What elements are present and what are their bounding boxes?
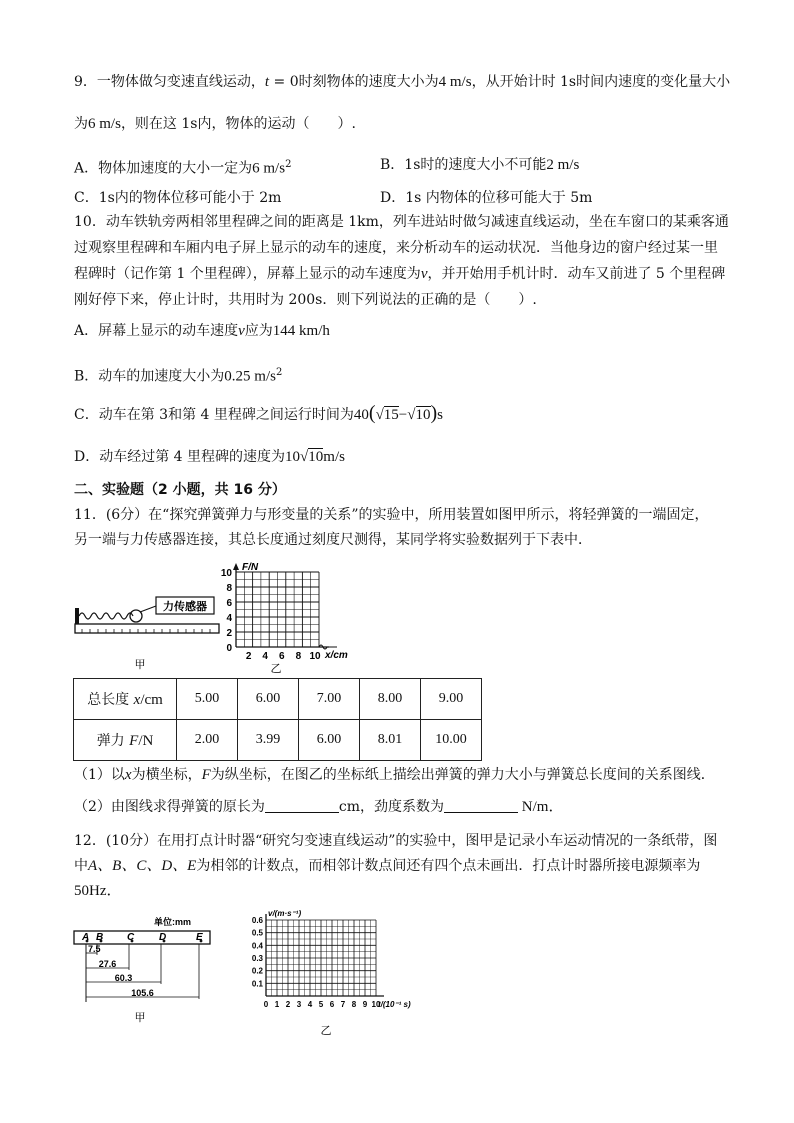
q12-line2 bbox=[74, 856, 700, 876]
q9-text: 为 bbox=[74, 116, 88, 132]
dimension-label: 7.5 bbox=[88, 944, 101, 954]
q12-points: A、B、C、D、E bbox=[88, 858, 197, 874]
answer-blank-length[interactable] bbox=[265, 798, 339, 813]
sensor-label: 力传感器 bbox=[163, 601, 207, 613]
q10-option-c bbox=[74, 403, 443, 425]
velocity-time-grid bbox=[244, 906, 424, 1056]
table-cell: 2.00 bbox=[177, 720, 238, 761]
q12-text: 为相邻的计数点，而相邻计数点间还有四个点未画出．打点计时器所接电源频率为 bbox=[196, 858, 701, 874]
figure-label-yi: 乙 bbox=[270, 663, 282, 675]
tape-point-label: E bbox=[196, 932, 203, 943]
superscript: 2 bbox=[275, 367, 283, 378]
y-axis-label: F/N bbox=[242, 562, 259, 573]
option-var: v bbox=[238, 323, 245, 339]
y-tick-labels bbox=[252, 916, 264, 988]
x-tick-label: 9 bbox=[362, 1000, 368, 1009]
q9-text: ，则在这 1s内，物体的运动（ ）. bbox=[120, 116, 356, 132]
y-tick-label: 10 bbox=[220, 568, 232, 579]
y-tick-label: 0.3 bbox=[251, 954, 263, 963]
x-tick-label: 8 bbox=[351, 1000, 357, 1009]
q11-text: （2）由图线求得弹簧的原长为 bbox=[74, 799, 265, 815]
option-text: B．动车的加速度大小为 bbox=[74, 368, 225, 385]
q9-var-t: t bbox=[264, 74, 270, 90]
dimension-label: 60.3 bbox=[114, 973, 133, 983]
option-value: 10 bbox=[285, 449, 301, 465]
q9-option-c: C．1s内的物体位移可能小于 2m bbox=[74, 190, 282, 206]
q12-line1: 12．(10分）在用打点计时器“研究匀变速直线运动”的实验中，图甲是记录小车运动情况的一条纸带，图 bbox=[74, 833, 718, 849]
table-cell: 7.00 bbox=[299, 679, 360, 720]
q9-option-d: D．1s 内物体的位移可能大于 5m bbox=[380, 190, 593, 206]
x-tick-labels bbox=[264, 1000, 381, 1009]
q11-text: N/m． bbox=[518, 799, 564, 815]
x-tick-label: 0 bbox=[263, 1000, 269, 1009]
table-cell: 8.01 bbox=[360, 720, 421, 761]
option-value: 144 km/h bbox=[272, 323, 330, 339]
radicand: 15 bbox=[383, 407, 399, 423]
sqrt-sign: √ bbox=[407, 407, 416, 423]
q9-value: 6 m/s bbox=[88, 116, 121, 132]
y-tick-label: 4 bbox=[226, 613, 232, 624]
paper-tape bbox=[74, 931, 210, 944]
figure-label-jia: 甲 bbox=[134, 1012, 146, 1024]
sqrt-sign: √ bbox=[375, 407, 384, 423]
q10-var-v: v bbox=[420, 266, 428, 282]
table-cell: 6.00 bbox=[299, 720, 360, 761]
radicand: 10 bbox=[415, 407, 431, 423]
row-header-force bbox=[74, 720, 177, 761]
q11-line2: 另一端与力传感器连接，其总长度通过刻度尺测得，某同学将实验数据列于下表中． bbox=[74, 532, 592, 548]
header-unit: /cm bbox=[140, 692, 163, 708]
section-title: 二、实验题（2 小题，共 16 分） bbox=[74, 482, 286, 498]
x-tick-label: 4 bbox=[262, 651, 268, 662]
q10-line3 bbox=[74, 264, 725, 284]
paper-tape-figure bbox=[72, 912, 218, 1024]
q10-line4: 刚好停下来，停止计时，共用时为 200s．则下列说法的正确的是（ ）. bbox=[74, 292, 537, 308]
q10-text: ，并开始用手机计时．动车又前进了 5 个里程碑 bbox=[427, 266, 726, 282]
option-value: 40 bbox=[353, 407, 369, 423]
q11-text: 为纵坐标，在图乙的坐标纸上描绘出弹簧的弹力大小与弹簧总长度间的关系图线． bbox=[210, 767, 715, 783]
row-header-length bbox=[74, 679, 177, 720]
y-tick-label: 8 bbox=[226, 583, 232, 594]
x-tick-label: 4 bbox=[307, 1000, 313, 1009]
q9-option-b bbox=[380, 155, 579, 175]
x-tick-label: 5 bbox=[318, 1000, 324, 1009]
q10-text: 程碑时（记作第 1 个里程碑），屏幕上显示的动车速度为 bbox=[74, 266, 421, 282]
fixed-wall bbox=[75, 608, 79, 624]
x-tick-label: 8 bbox=[295, 651, 302, 662]
ruler bbox=[75, 624, 219, 633]
x-tick-label: 10 bbox=[309, 651, 321, 662]
y-tick-label: 0.4 bbox=[251, 941, 263, 951]
y-tick-label: 0 bbox=[226, 643, 232, 654]
q12-line3: 50Hz． bbox=[74, 883, 122, 899]
x-tick-labels bbox=[246, 651, 321, 662]
figure-label-jia: 甲 bbox=[134, 659, 146, 671]
q10-option-b bbox=[74, 363, 282, 387]
q11-text: cm，劲度系数为 bbox=[338, 799, 445, 815]
option-text: B．1s时的速度大小不可能 bbox=[380, 157, 547, 173]
var-F: F bbox=[201, 767, 211, 783]
table-cell: 10.00 bbox=[421, 720, 482, 761]
table-row bbox=[74, 720, 482, 761]
q11-text: 为横坐标， bbox=[131, 767, 202, 783]
x-tick-label: 6 bbox=[329, 1000, 335, 1009]
sqrt-sign: √ bbox=[300, 449, 309, 465]
spring-data-table bbox=[73, 678, 482, 761]
tape-point-label: C bbox=[127, 932, 135, 943]
table-row bbox=[74, 679, 482, 720]
option-text: C．动车在第 3和第 4 里程碑之间运行时间为 bbox=[74, 407, 354, 423]
minus-sign: − bbox=[398, 407, 408, 423]
var-x: x bbox=[124, 767, 132, 783]
y-tick-label: 0.2 bbox=[251, 966, 263, 976]
table-cell: 9.00 bbox=[421, 679, 482, 720]
y-tick-label: 2 bbox=[226, 628, 232, 639]
y-tick-labels bbox=[221, 568, 233, 654]
tape-point-label: D bbox=[159, 932, 167, 943]
q9-option-a bbox=[74, 155, 291, 179]
dimension-label: 27.6 bbox=[98, 959, 117, 969]
y-tick-label: 6 bbox=[226, 598, 232, 609]
option-text: A．屏幕上显示的动车速度 bbox=[74, 323, 239, 339]
table-cell: 5.00 bbox=[177, 679, 238, 720]
x-axis-label: t/(10⁻¹ s) bbox=[378, 1000, 411, 1009]
y-tick-label: 0.1 bbox=[251, 979, 263, 989]
leader-line bbox=[140, 606, 156, 612]
x-tick-label: 7 bbox=[340, 1000, 346, 1009]
tape-unit-label: 单位:mm bbox=[154, 917, 192, 927]
tape-point-label: B bbox=[96, 932, 104, 943]
superscript: 2 bbox=[285, 159, 292, 170]
header-var: F bbox=[129, 733, 139, 749]
x-tick-label: 1 bbox=[274, 1000, 280, 1009]
q10-line2: 过观察里程碑和车厢内电子屏上显示的动车的速度，来分析动车的运动状况．当他身边的窗户经过某一里 bbox=[74, 240, 718, 256]
radicand: 10 bbox=[308, 449, 324, 465]
spring bbox=[79, 613, 133, 619]
q9-line2 bbox=[74, 114, 356, 134]
y-tick-label: 0.5 bbox=[251, 928, 263, 938]
force-length-grid bbox=[212, 560, 362, 676]
q10-option-d bbox=[74, 447, 345, 467]
q9-text: ，从开始计时 1s时间内速度的变化量大小 bbox=[471, 74, 731, 90]
q12-text: 中 bbox=[74, 858, 88, 874]
header-unit: /N bbox=[138, 733, 154, 749]
q9-line1 bbox=[74, 72, 730, 92]
x-tick-label: 6 bbox=[279, 651, 285, 662]
q11-sub1 bbox=[74, 765, 715, 785]
option-value: 0.25 m/s bbox=[224, 368, 276, 385]
option-text: A．物体加速度的大小一定为 bbox=[74, 160, 253, 177]
table-cell: 6.00 bbox=[238, 679, 299, 720]
table-cell: 8.00 bbox=[360, 679, 421, 720]
x-tick-label: 3 bbox=[296, 1000, 302, 1009]
x-tick-label: 10 bbox=[371, 1000, 381, 1009]
graph-grid-lines bbox=[236, 572, 319, 647]
tape-dimensions bbox=[86, 944, 199, 1002]
q9-text: = 0时刻物体的速度大小为 bbox=[269, 74, 439, 90]
option-value: 2 m/s bbox=[546, 157, 580, 173]
q10-line1: 10．动车铁轨旁两相邻里程碑之间的距离是 1km，列车进站时做匀减速直线运动，坐在车窗口的某乘客通 bbox=[74, 214, 729, 230]
q11-line1: 11．(6分）在“探究弹簧弹力与形变量的关系”的实验中，所用装置如图甲所示，将轻弹簧的一端固定， bbox=[74, 507, 709, 523]
option-text: 应为 bbox=[244, 323, 273, 339]
option-value: 6 m/s bbox=[252, 160, 286, 177]
unit: m/s bbox=[323, 449, 345, 465]
header-text: 总长度 bbox=[87, 692, 130, 708]
y-axis-label: v/(m·s⁻¹) bbox=[268, 909, 302, 918]
table-cell: 3.99 bbox=[238, 720, 299, 761]
q9-value: 4 m/s bbox=[438, 74, 472, 90]
y-axis-arrow bbox=[233, 563, 239, 570]
option-text: D．动车经过第 4 里程碑的速度为 bbox=[74, 449, 286, 465]
x-tick-label: 2 bbox=[285, 1000, 291, 1009]
q9-text: 9．一物体做匀变速直线运动， bbox=[74, 74, 265, 90]
figure-label-yi: 乙 bbox=[320, 1025, 332, 1037]
header-text: 弹力 bbox=[96, 733, 125, 749]
header-var: x bbox=[133, 692, 141, 708]
x-tick-label: 2 bbox=[245, 651, 252, 662]
q11-sub2 bbox=[74, 797, 563, 817]
left-paren: ( bbox=[368, 402, 376, 424]
q10-option-a bbox=[74, 321, 330, 341]
dimension-label: 105.6 bbox=[131, 988, 154, 998]
q11-text: （1）以 bbox=[74, 767, 125, 783]
spring-apparatus-figure bbox=[74, 592, 224, 672]
right-paren: ) bbox=[430, 402, 438, 424]
graph-grid-lines bbox=[266, 920, 376, 996]
unit: s bbox=[437, 407, 444, 423]
tape-point-label: A bbox=[82, 932, 90, 943]
x-axis-label: x/cm bbox=[325, 650, 348, 661]
answer-blank-stiffness[interactable] bbox=[444, 798, 518, 813]
tape-points bbox=[81, 932, 203, 943]
y-tick-label: 0.6 bbox=[251, 916, 263, 925]
